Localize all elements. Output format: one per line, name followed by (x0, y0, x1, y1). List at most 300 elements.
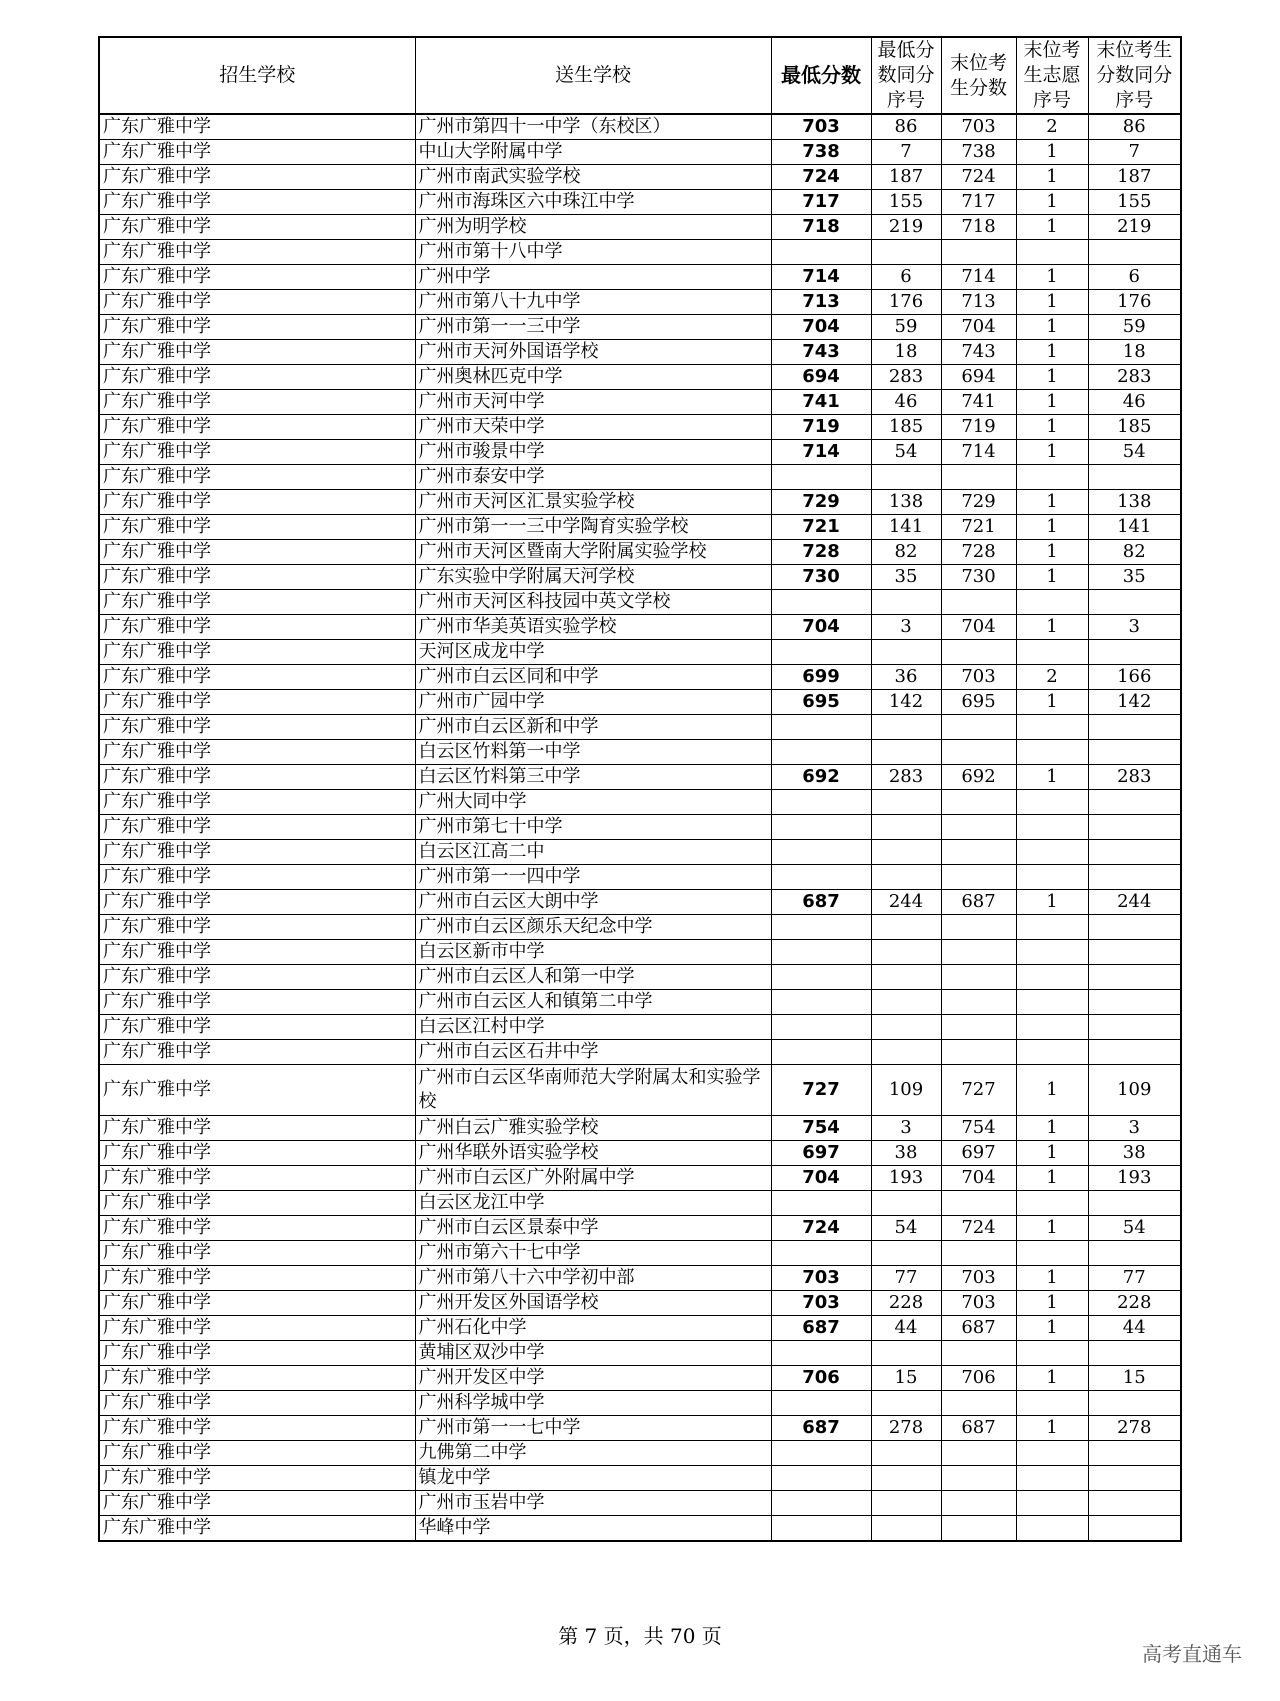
table-row (99, 1516, 1181, 1542)
cell-last-preference-rank (1016, 1466, 1088, 1491)
cell-sending-school: 广州市白云区大朗中学 (415, 890, 771, 915)
cell-min-score-tie-rank: 219 (871, 215, 941, 240)
cell-sending-school: 广州市第八十六中学初中部 (415, 1266, 771, 1291)
cell-sending-school: 九佛第二中学 (415, 1441, 771, 1466)
cell-sending-school: 广州市白云区华南师范大学附属太和实验学校 (415, 1065, 771, 1116)
cell-min-score (771, 1241, 871, 1266)
cell-last-preference-rank (1016, 940, 1088, 965)
cell-last-preference-rank: 1 (1016, 1416, 1088, 1441)
table-row (99, 640, 1181, 665)
table-row (99, 765, 1181, 790)
cell-last-tie-rank (1088, 1466, 1181, 1491)
cell-last-preference-rank: 1 (1016, 1316, 1088, 1341)
cell-last-tie-rank: 82 (1088, 540, 1181, 565)
cell-last-tie-rank (1088, 465, 1181, 490)
cell-last-preference-rank: 1 (1016, 340, 1088, 365)
table-row (99, 465, 1181, 490)
cell-recruiting-school: 广东广雅中学 (99, 1291, 415, 1316)
table-row (99, 190, 1181, 215)
cell-min-score-tie-rank (871, 1441, 941, 1466)
cell-last-score: 687 (941, 890, 1016, 915)
cell-last-preference-rank: 2 (1016, 665, 1088, 690)
cell-last-preference-rank: 1 (1016, 615, 1088, 640)
cell-min-score: 724 (771, 165, 871, 190)
cell-min-score (771, 590, 871, 615)
cell-last-score: 717 (941, 190, 1016, 215)
cell-recruiting-school: 广东广雅中学 (99, 940, 415, 965)
cell-last-preference-rank: 1 (1016, 565, 1088, 590)
cell-min-score-tie-rank (871, 715, 941, 740)
cell-last-score: 754 (941, 1116, 1016, 1141)
cell-last-preference-rank: 1 (1016, 1366, 1088, 1391)
cell-recruiting-school: 广东广雅中学 (99, 1040, 415, 1065)
cell-last-preference-rank: 1 (1016, 765, 1088, 790)
cell-min-score: 729 (771, 490, 871, 515)
cell-last-score: 687 (941, 1416, 1016, 1441)
cell-sending-school: 广州市白云区石井中学 (415, 1040, 771, 1065)
cell-min-score (771, 1040, 871, 1065)
cell-last-preference-rank (1016, 990, 1088, 1015)
cell-recruiting-school: 广东广雅中学 (99, 390, 415, 415)
cell-sending-school: 广州市第一一七中学 (415, 1416, 771, 1441)
cell-sending-school: 广州中学 (415, 265, 771, 290)
header-last-preference-rank: 末位考生志愿序号 (1016, 37, 1088, 114)
cell-sending-school: 广州市白云区人和镇第二中学 (415, 990, 771, 1015)
cell-sending-school: 广州市白云区同和中学 (415, 665, 771, 690)
cell-last-preference-rank: 1 (1016, 1266, 1088, 1291)
cell-last-tie-rank: 6 (1088, 265, 1181, 290)
cell-recruiting-school: 广东广雅中学 (99, 815, 415, 840)
cell-last-score: 730 (941, 565, 1016, 590)
cell-sending-school: 白云区竹料第三中学 (415, 765, 771, 790)
cell-last-score: 697 (941, 1141, 1016, 1166)
cell-sending-school: 广州市第一一三中学 (415, 315, 771, 340)
cell-last-tie-rank (1088, 640, 1181, 665)
cell-last-score (941, 1391, 1016, 1416)
cell-last-score: 727 (941, 1065, 1016, 1116)
cell-last-tie-rank: 185 (1088, 415, 1181, 440)
cell-sending-school: 广州市白云区新和中学 (415, 715, 771, 740)
cell-recruiting-school: 广东广雅中学 (99, 665, 415, 690)
cell-last-preference-rank (1016, 840, 1088, 865)
cell-last-preference-rank: 1 (1016, 1216, 1088, 1241)
table-row (99, 690, 1181, 715)
cell-last-score (941, 965, 1016, 990)
cell-recruiting-school: 广东广雅中学 (99, 715, 415, 740)
cell-sending-school: 广州市第一一四中学 (415, 865, 771, 890)
cell-last-score: 721 (941, 515, 1016, 540)
cell-min-score: 741 (771, 390, 871, 415)
cell-min-score-tie-rank: 187 (871, 165, 941, 190)
table-row (99, 715, 1181, 740)
cell-sending-school: 广州市白云区景泰中学 (415, 1216, 771, 1241)
cell-sending-school: 广州市第一一三中学陶育实验学校 (415, 515, 771, 540)
table-row (99, 1241, 1181, 1266)
cell-recruiting-school: 广东广雅中学 (99, 1116, 415, 1141)
cell-min-score-tie-rank: 109 (871, 1065, 941, 1116)
cell-min-score: 724 (771, 1216, 871, 1241)
cell-last-score: 718 (941, 215, 1016, 240)
table-row (99, 140, 1181, 165)
cell-recruiting-school: 广东广雅中学 (99, 290, 415, 315)
cell-min-score-tie-rank (871, 240, 941, 265)
cell-last-tie-rank: 54 (1088, 440, 1181, 465)
cell-min-score: 687 (771, 890, 871, 915)
cell-last-preference-rank (1016, 1441, 1088, 1466)
cell-last-score (941, 915, 1016, 940)
cell-recruiting-school: 广东广雅中学 (99, 1516, 415, 1542)
cell-min-score (771, 840, 871, 865)
cell-min-score-tie-rank: 228 (871, 1291, 941, 1316)
cell-recruiting-school: 广东广雅中学 (99, 865, 415, 890)
cell-sending-school: 广州市天河区科技园中英文学校 (415, 590, 771, 615)
cell-min-score: 728 (771, 540, 871, 565)
cell-min-score-tie-rank (871, 740, 941, 765)
cell-min-score: 754 (771, 1116, 871, 1141)
cell-last-preference-rank (1016, 1241, 1088, 1266)
cell-last-preference-rank: 2 (1016, 114, 1088, 140)
cell-last-preference-rank: 1 (1016, 1291, 1088, 1316)
cell-min-score-tie-rank (871, 1040, 941, 1065)
cell-last-score (941, 1466, 1016, 1491)
cell-last-preference-rank: 1 (1016, 515, 1088, 540)
cell-sending-school: 中山大学附属中学 (415, 140, 771, 165)
cell-min-score: 687 (771, 1416, 871, 1441)
cell-last-score: 704 (941, 315, 1016, 340)
cell-last-tie-rank: 44 (1088, 1316, 1181, 1341)
cell-sending-school: 广州市海珠区六中珠江中学 (415, 190, 771, 215)
table-row (99, 365, 1181, 390)
cell-last-preference-rank (1016, 965, 1088, 990)
cell-last-preference-rank (1016, 790, 1088, 815)
header-sending-school: 送生学校 (415, 37, 771, 114)
cell-last-preference-rank: 1 (1016, 215, 1088, 240)
cell-recruiting-school: 广东广雅中学 (99, 840, 415, 865)
cell-last-score: 719 (941, 415, 1016, 440)
cell-last-preference-rank (1016, 1491, 1088, 1516)
cell-last-tie-rank: 77 (1088, 1266, 1181, 1291)
cell-sending-school: 广州市华美英语实验学校 (415, 615, 771, 640)
cell-min-score: 704 (771, 1166, 871, 1191)
cell-min-score (771, 240, 871, 265)
cell-recruiting-school: 广东广雅中学 (99, 415, 415, 440)
cell-last-score (941, 865, 1016, 890)
cell-last-tie-rank (1088, 815, 1181, 840)
cell-last-preference-rank: 1 (1016, 190, 1088, 215)
table-row (99, 865, 1181, 890)
table-row (99, 990, 1181, 1015)
cell-last-preference-rank: 1 (1016, 265, 1088, 290)
table-row (99, 965, 1181, 990)
cell-min-score: 687 (771, 1316, 871, 1341)
cell-last-score (941, 740, 1016, 765)
cell-min-score-tie-rank (871, 590, 941, 615)
cell-recruiting-school: 广东广雅中学 (99, 1466, 415, 1491)
cell-min-score-tie-rank (871, 1466, 941, 1491)
cell-recruiting-school: 广东广雅中学 (99, 590, 415, 615)
cell-sending-school: 广州开发区中学 (415, 1366, 771, 1391)
table-row (99, 1216, 1181, 1241)
cell-last-preference-rank: 1 (1016, 415, 1088, 440)
cell-last-tie-rank: 283 (1088, 365, 1181, 390)
cell-last-preference-rank: 1 (1016, 1116, 1088, 1141)
admission-table-container (98, 36, 1180, 1542)
table-row (99, 890, 1181, 915)
table-row (99, 1391, 1181, 1416)
cell-last-score: 703 (941, 665, 1016, 690)
cell-min-score-tie-rank: 244 (871, 890, 941, 915)
cell-min-score-tie-rank: 3 (871, 615, 941, 640)
cell-last-preference-rank (1016, 715, 1088, 740)
cell-min-score-tie-rank: 77 (871, 1266, 941, 1291)
cell-last-tie-rank (1088, 1191, 1181, 1216)
cell-last-score: 724 (941, 1216, 1016, 1241)
cell-last-tie-rank: 7 (1088, 140, 1181, 165)
cell-last-tie-rank: 138 (1088, 490, 1181, 515)
cell-min-score: 694 (771, 365, 871, 390)
cell-sending-school: 广州市骏景中学 (415, 440, 771, 465)
cell-min-score-tie-rank (871, 815, 941, 840)
cell-min-score (771, 815, 871, 840)
cell-min-score-tie-rank: 82 (871, 540, 941, 565)
cell-min-score-tie-rank: 46 (871, 390, 941, 415)
cell-min-score-tie-rank (871, 1491, 941, 1516)
cell-min-score-tie-rank (871, 1341, 941, 1366)
cell-last-tie-rank: 3 (1088, 615, 1181, 640)
cell-last-tie-rank (1088, 1241, 1181, 1266)
cell-recruiting-school: 广东广雅中学 (99, 1241, 415, 1266)
cell-last-tie-rank (1088, 840, 1181, 865)
cell-last-tie-rank (1088, 965, 1181, 990)
header-recruiting-school: 招生学校 (99, 37, 415, 114)
table-row (99, 590, 1181, 615)
cell-last-tie-rank (1088, 1516, 1181, 1542)
cell-last-preference-rank (1016, 1391, 1088, 1416)
cell-last-tie-rank (1088, 715, 1181, 740)
table-row (99, 840, 1181, 865)
cell-recruiting-school: 广东广雅中学 (99, 615, 415, 640)
cell-min-score-tie-rank: 7 (871, 140, 941, 165)
cell-min-score: 695 (771, 690, 871, 715)
cell-min-score: 703 (771, 114, 871, 140)
cell-sending-school: 广州市第十八中学 (415, 240, 771, 265)
cell-last-tie-rank: 38 (1088, 1141, 1181, 1166)
cell-last-tie-rank: 86 (1088, 114, 1181, 140)
table-row (99, 165, 1181, 190)
cell-last-score (941, 640, 1016, 665)
cell-sending-school: 广州市白云区颜乐天纪念中学 (415, 915, 771, 940)
cell-min-score-tie-rank (871, 965, 941, 990)
cell-recruiting-school: 广东广雅中学 (99, 190, 415, 215)
cell-sending-school: 广州市广园中学 (415, 690, 771, 715)
cell-last-score (941, 1241, 1016, 1266)
table-row (99, 815, 1181, 840)
cell-last-tie-rank (1088, 240, 1181, 265)
cell-last-tie-rank: 35 (1088, 565, 1181, 590)
cell-last-score (941, 590, 1016, 615)
cell-last-preference-rank (1016, 865, 1088, 890)
cell-last-tie-rank: 166 (1088, 665, 1181, 690)
cell-last-score (941, 1516, 1016, 1542)
table-row (99, 565, 1181, 590)
cell-min-score-tie-rank (871, 915, 941, 940)
cell-sending-school: 白云区龙江中学 (415, 1191, 771, 1216)
cell-min-score-tie-rank: 6 (871, 265, 941, 290)
cell-min-score: 714 (771, 265, 871, 290)
cell-min-score-tie-rank: 3 (871, 1116, 941, 1141)
cell-sending-school: 广州市第八十九中学 (415, 290, 771, 315)
cell-recruiting-school: 广东广雅中学 (99, 1266, 415, 1291)
cell-min-score-tie-rank (871, 1391, 941, 1416)
cell-min-score (771, 940, 871, 965)
cell-last-score: 694 (941, 365, 1016, 390)
cell-last-score: 695 (941, 690, 1016, 715)
cell-last-score: 743 (941, 340, 1016, 365)
cell-sending-school: 镇龙中学 (415, 1466, 771, 1491)
cell-recruiting-school: 广东广雅中学 (99, 365, 415, 390)
cell-min-score-tie-rank (871, 790, 941, 815)
table-row (99, 1416, 1181, 1441)
cell-last-tie-rank: 187 (1088, 165, 1181, 190)
cell-last-preference-rank (1016, 465, 1088, 490)
cell-last-tie-rank: 193 (1088, 1166, 1181, 1191)
table-row (99, 615, 1181, 640)
cell-last-tie-rank: 3 (1088, 1116, 1181, 1141)
cell-recruiting-school: 广东广雅中学 (99, 1391, 415, 1416)
table-row (99, 515, 1181, 540)
cell-sending-school: 广州科学城中学 (415, 1391, 771, 1416)
cell-min-score: 714 (771, 440, 871, 465)
cell-min-score-tie-rank (871, 1241, 941, 1266)
table-body (99, 114, 1181, 1541)
cell-min-score: 727 (771, 1065, 871, 1116)
cell-min-score-tie-rank (871, 640, 941, 665)
cell-last-preference-rank (1016, 1191, 1088, 1216)
cell-last-score (941, 1341, 1016, 1366)
cell-min-score (771, 990, 871, 1015)
cell-sending-school: 广州石化中学 (415, 1316, 771, 1341)
cell-min-score-tie-rank: 35 (871, 565, 941, 590)
cell-last-preference-rank: 1 (1016, 1166, 1088, 1191)
cell-sending-school: 广州市第六十七中学 (415, 1241, 771, 1266)
cell-last-preference-rank (1016, 1516, 1088, 1542)
cell-min-score-tie-rank (871, 1191, 941, 1216)
cell-recruiting-school: 广东广雅中学 (99, 1166, 415, 1191)
cell-last-preference-rank: 1 (1016, 440, 1088, 465)
cell-min-score-tie-rank: 155 (871, 190, 941, 215)
cell-last-score: 706 (941, 1366, 1016, 1391)
cell-recruiting-school: 广东广雅中学 (99, 140, 415, 165)
cell-min-score (771, 790, 871, 815)
cell-recruiting-school: 广东广雅中学 (99, 540, 415, 565)
watermark: 高考直通车 (1142, 1642, 1242, 1666)
cell-min-score-tie-rank: 44 (871, 1316, 941, 1341)
cell-last-score: 714 (941, 440, 1016, 465)
table-row (99, 1491, 1181, 1516)
cell-last-tie-rank: 54 (1088, 1216, 1181, 1241)
cell-min-score: 738 (771, 140, 871, 165)
cell-last-tie-rank: 176 (1088, 290, 1181, 315)
cell-min-score-tie-rank: 278 (871, 1416, 941, 1441)
table-row (99, 1366, 1181, 1391)
cell-min-score-tie-rank (871, 840, 941, 865)
table-row (99, 240, 1181, 265)
cell-last-score: 738 (941, 140, 1016, 165)
cell-min-score: 697 (771, 1141, 871, 1166)
table-row (99, 415, 1181, 440)
cell-last-tie-rank (1088, 1441, 1181, 1466)
cell-min-score (771, 1491, 871, 1516)
cell-last-preference-rank: 1 (1016, 1141, 1088, 1166)
cell-recruiting-school: 广东广雅中学 (99, 790, 415, 815)
cell-last-score (941, 790, 1016, 815)
cell-min-score: 704 (771, 615, 871, 640)
cell-min-score (771, 640, 871, 665)
table-row (99, 940, 1181, 965)
cell-recruiting-school: 广东广雅中学 (99, 215, 415, 240)
cell-recruiting-school: 广东广雅中学 (99, 1191, 415, 1216)
cell-recruiting-school: 广东广雅中学 (99, 990, 415, 1015)
cell-last-preference-rank: 1 (1016, 165, 1088, 190)
cell-last-preference-rank: 1 (1016, 490, 1088, 515)
cell-min-score (771, 965, 871, 990)
cell-sending-school: 白云区江高二中 (415, 840, 771, 865)
cell-last-tie-rank (1088, 1391, 1181, 1416)
cell-min-score-tie-rank: 283 (871, 765, 941, 790)
table-row (99, 665, 1181, 690)
cell-last-tie-rank: 283 (1088, 765, 1181, 790)
table-row (99, 1191, 1181, 1216)
cell-sending-school: 白云区江村中学 (415, 1015, 771, 1040)
cell-min-score: 703 (771, 1266, 871, 1291)
cell-last-tie-rank (1088, 1015, 1181, 1040)
cell-min-score-tie-rank: 142 (871, 690, 941, 715)
cell-last-preference-rank (1016, 915, 1088, 940)
cell-last-preference-rank (1016, 590, 1088, 615)
cell-sending-school: 广州市天河中学 (415, 390, 771, 415)
cell-recruiting-school: 广东广雅中学 (99, 114, 415, 140)
table-header-row (99, 37, 1181, 114)
cell-min-score (771, 1341, 871, 1366)
cell-last-score (941, 840, 1016, 865)
cell-recruiting-school: 广东广雅中学 (99, 340, 415, 365)
cell-last-tie-rank: 142 (1088, 690, 1181, 715)
table-row (99, 1466, 1181, 1491)
table-row (99, 1015, 1181, 1040)
cell-last-tie-rank: 244 (1088, 890, 1181, 915)
cell-last-score (941, 240, 1016, 265)
cell-recruiting-school: 广东广雅中学 (99, 740, 415, 765)
table-row (99, 790, 1181, 815)
cell-last-preference-rank: 1 (1016, 365, 1088, 390)
cell-recruiting-school: 广东广雅中学 (99, 1416, 415, 1441)
header-min-score-tie-rank: 最低分数同分序号 (871, 37, 941, 114)
table-row (99, 1291, 1181, 1316)
cell-last-preference-rank (1016, 1040, 1088, 1065)
table-row (99, 265, 1181, 290)
cell-min-score-tie-rank (871, 990, 941, 1015)
cell-recruiting-school: 广东广雅中学 (99, 565, 415, 590)
cell-min-score-tie-rank: 193 (871, 1166, 941, 1191)
cell-min-score: 730 (771, 565, 871, 590)
cell-min-score: 706 (771, 1366, 871, 1391)
cell-min-score (771, 1466, 871, 1491)
cell-min-score: 718 (771, 215, 871, 240)
cell-last-tie-rank: 15 (1088, 1366, 1181, 1391)
cell-recruiting-school: 广东广雅中学 (99, 1015, 415, 1040)
table-row (99, 340, 1181, 365)
cell-sending-school: 广州奥林匹克中学 (415, 365, 771, 390)
